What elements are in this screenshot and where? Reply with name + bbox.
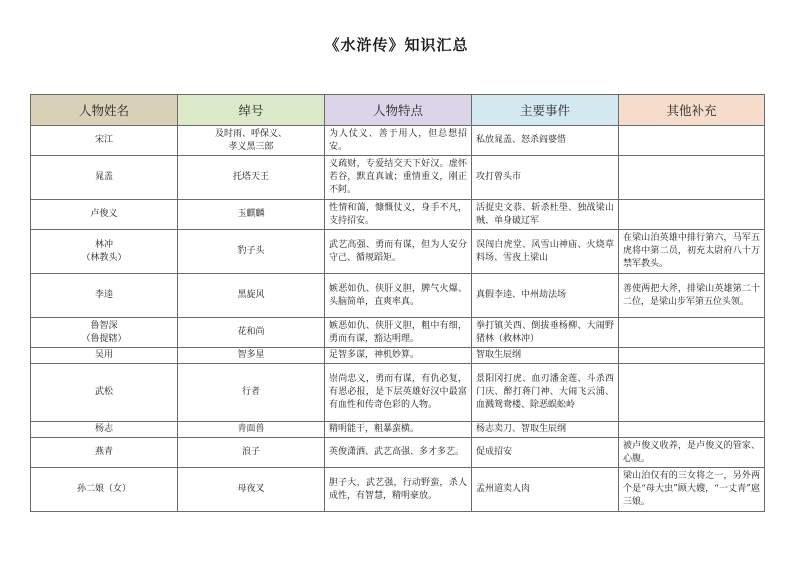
name-cell: 鲁智深 （鲁提辖） [31,318,178,348]
events-cell: 孟州道卖人肉 [472,468,619,512]
nickname-cell: 黑旋风 [178,274,325,318]
nickname-cell: 玉麒麟 [178,200,325,230]
notes-cell [619,364,765,422]
name-cell: 吴用 [31,348,178,364]
nickname-cell: 及时雨、呼保义、 孝义黑三郎 [178,126,325,156]
events-cell: 误闯白虎堂、风雪山神庙、火烧草料场、雪夜上梁山 [472,230,619,274]
name-cell: 武松 [31,364,178,422]
traits-cell: 嫉恶如仇、侠肝义胆，脾气火爆、头脑简单，直爽率真。 [325,274,472,318]
notes-cell [619,200,765,230]
table-row [31,230,765,274]
name-cell: 杨志 [31,422,178,438]
traits-cell: 英俊潇洒、武艺高强、多才多艺。 [325,438,472,468]
notes-cell [619,348,765,364]
notes-cell: 在梁山泊英雄中排行第六，马军五虎将中第二员，初充太尉府八十万禁军教头。 [619,230,765,274]
nickname-cell: 青面兽 [178,422,325,438]
nickname-cell: 托塔天王 [178,156,325,200]
events-cell: 景阳冈打虎、血刃潘金莲、斗杀西门庆、醉打蒋门神、大闹飞云浦、血溅鸳鸯楼、除恶蜈蚣岭 [472,364,619,422]
traits-cell: 精明能干，粗暴蛮横。 [325,422,472,438]
events-cell: 智取生辰纲 [472,348,619,364]
traits-cell: 义疏财，专爱结交天下好汉。虚怀若谷，默直真诚；重情重义，刚正不阿。 [325,156,472,200]
name-cell: 燕青 [31,438,178,468]
events-cell: 真假李逵、中州劫法场 [472,274,619,318]
table-row [31,318,765,348]
notes-cell: 被卢俊义收养，是卢俊义的管家、心腹。 [619,438,765,468]
header-name: 人物姓名 [31,95,178,126]
notes-cell [619,156,765,200]
nickname-cell: 豹子头 [178,230,325,274]
table-row [31,468,765,512]
document-title: 《水浒传》知识汇总 [324,36,469,54]
table-row [31,348,765,364]
traits-cell: 性情和蔼，慷慨仗义，身手不凡，支持招安。 [325,200,472,230]
header-nickname: 绰号 [178,95,325,126]
name-cell: 李逵 [31,274,178,318]
name-cell: 孙二娘（女） [31,468,178,512]
notes-cell: 梁山泊仅有的三女将之一，另外两个是“母大虫”顾大嫂，“一丈青”扈三娘。 [619,468,765,512]
traits-cell: 胆子大，武艺强，行动野蛮，杀人成性，有智慧，精明豪放。 [325,468,472,512]
events-cell: 杨志卖刀、智取生辰纲 [472,422,619,438]
header-notes: 其他补充 [619,95,765,126]
header-events: 主要事件 [472,95,619,126]
events-cell: 攻打曾头市 [472,156,619,200]
nickname-cell: 智多星 [178,348,325,364]
name-cell: 林冲 （林教头） [31,230,178,274]
events-cell: 私放晁盖、怒杀阎婆惜 [472,126,619,156]
name-cell: 晁盖 [31,156,178,200]
table-row [31,422,765,438]
table-row [31,156,765,200]
name-cell: 卢俊义 [31,200,178,230]
name-cell: 宋江 [31,126,178,156]
header-traits: 人物特点 [325,95,472,126]
traits-cell: 足智多谋，神机妙算。 [325,348,472,364]
header-row [31,95,765,126]
table-row [31,364,765,422]
notes-cell [619,126,765,156]
events-cell: 拳打镇关西、倒拔垂杨柳、大闹野猪林（救林冲） [472,318,619,348]
summary-table [30,94,765,512]
table-row [31,274,765,318]
traits-cell: 嫉恶如仇、侠肝义胆，粗中有细，勇而有谋，豁达明理。 [325,318,472,348]
events-cell: 促成招安 [472,438,619,468]
nickname-cell: 浪子 [178,438,325,468]
notes-cell: 善使两把大斧，排梁山英雄第二十二位，是梁山步军第五位头领。 [619,274,765,318]
traits-cell: 武艺高强、勇而有谋，但为人安分守己、循规蹈矩。 [325,230,472,274]
nickname-cell: 行者 [178,364,325,422]
table-row [31,200,765,230]
nickname-cell: 母夜叉 [178,468,325,512]
traits-cell: 崇尚忠义，勇而有谋，有仇必复，有恩必报，是下层英雄好汉中最富有血性和传奇色彩的人物。 [325,364,472,422]
notes-cell [619,422,765,438]
traits-cell: 为人仗义、善于用人，但总想招安。 [325,126,472,156]
nickname-cell: 花和尚 [178,318,325,348]
events-cell: 活捉史文恭、斩杀杜壆、独战梁山贼、单身破辽军 [472,200,619,230]
table-row [31,126,765,156]
notes-cell [619,318,765,348]
table-row [31,438,765,468]
